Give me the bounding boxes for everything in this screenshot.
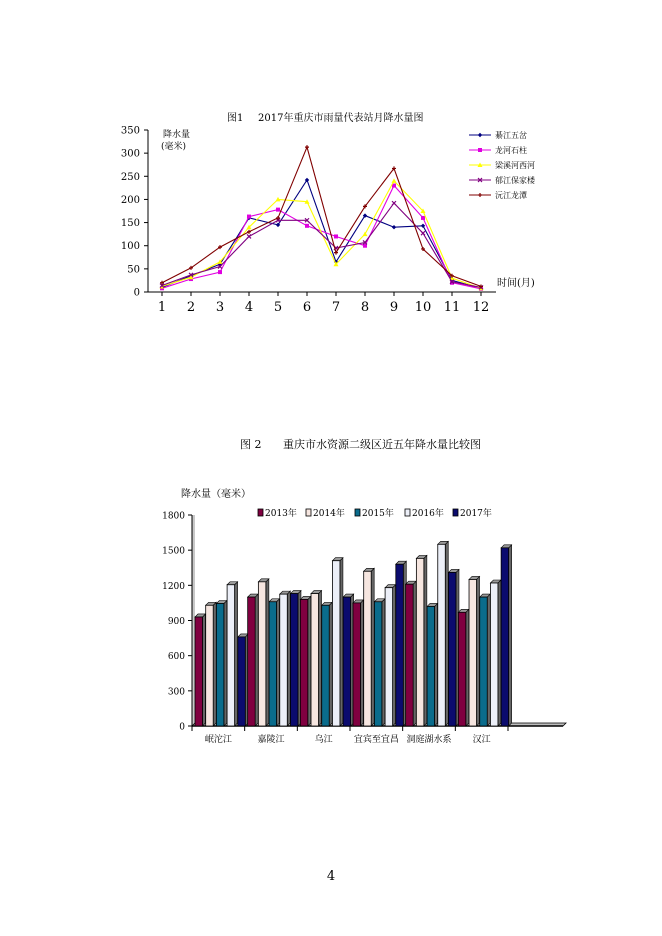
chart2-y-tick-label: 600 [167, 652, 185, 663]
chart2-legend-item [306, 507, 345, 519]
chart2-bar-front [332, 561, 340, 726]
chart2-bar-side [340, 558, 343, 726]
chart2-legend-item [405, 507, 444, 519]
chart1-legend-marker [478, 133, 482, 137]
chart1-data-point [363, 232, 368, 237]
chart1 [121, 111, 536, 315]
chart2-legend-swatch [306, 509, 311, 516]
chart1-data-point [247, 215, 251, 219]
chart2-legend-item [355, 507, 394, 519]
chart1-legend [469, 130, 536, 200]
chart2-bar-front [258, 582, 266, 726]
chart2-y-ticks [162, 512, 192, 733]
chart1-x-tick-label: 7 [331, 300, 341, 315]
chart2-bar [438, 541, 449, 726]
chart2-bar-side [287, 591, 290, 726]
chart2-bar-side [466, 609, 469, 726]
chart2-bar-front [238, 637, 246, 726]
chart1-title-label: 图1 [227, 113, 244, 124]
chart2-bar [501, 545, 512, 726]
chart2-bar [195, 614, 206, 726]
chart1-ylabel-line1: 降水量 [163, 130, 191, 140]
chart2-legend-swatch [405, 509, 410, 516]
chart1-legend-item [469, 190, 527, 200]
chart2-category-label: 岷沱江 [204, 735, 232, 745]
chart2-bar-side [277, 599, 280, 726]
chart2-bar-front [385, 588, 393, 726]
chart2-y-tick-label: 0 [179, 722, 185, 733]
chart1-y-tick-label: 250 [120, 171, 140, 183]
chart2-bar [374, 599, 385, 726]
chart2-category-label: 乌江 [314, 735, 333, 745]
chart2-bar [238, 634, 249, 726]
chart2-bar-side [382, 599, 385, 726]
chart2-bar-front [290, 594, 298, 726]
chart2-bar [290, 591, 301, 726]
chart2-category-label: 嘉陵江 [257, 735, 285, 745]
chart1-x-tick-label: 5 [273, 300, 283, 315]
chart2-legend-label: 2015年 [362, 509, 394, 519]
chart1-y-tick-label: 50 [127, 264, 140, 276]
chart2-bar-side [487, 594, 490, 726]
chart2-bar-side [424, 555, 427, 726]
chart1-legend-label: 龙河石柱 [495, 146, 527, 155]
chart2-bar [269, 599, 280, 726]
chart2-legend-swatch [258, 509, 263, 516]
chart2 [162, 437, 566, 745]
chart1-x-tick-label: 8 [360, 300, 370, 315]
chart2-bar-front [364, 571, 372, 726]
chart1-y-tick-label: 100 [120, 241, 140, 253]
chart2-bar [258, 579, 269, 726]
chart2-category-labels [192, 726, 508, 745]
chart2-bar-side [255, 594, 258, 726]
chart2-bar-front [458, 612, 466, 726]
chart2-bar [353, 600, 364, 726]
chart2-bar [396, 561, 407, 726]
chart2-legend [258, 507, 492, 519]
chart2-bar [469, 576, 480, 726]
chart2-bar-front [480, 597, 488, 726]
chart2-category-label: 洞庭湖水系 [406, 735, 452, 745]
chart1-title: 2017年重庆市雨量代表站月降水量图 [258, 113, 424, 124]
chart2-bar-front [374, 602, 382, 726]
chart2-bar [416, 555, 427, 726]
chart2-bar [480, 594, 491, 726]
chart2-legend-item [453, 507, 492, 519]
chart2-y-tick-label: 1800 [162, 511, 185, 522]
chart2-bar [427, 603, 438, 726]
chart2-legend-swatch [453, 509, 458, 516]
chart2-legend-swatch [355, 509, 360, 516]
chart2-bar-front [300, 599, 308, 726]
chart2-bar-side [371, 568, 374, 726]
chart1-data-point [218, 270, 222, 274]
chart2-bar [490, 580, 501, 726]
chart2-bar [280, 591, 291, 726]
chart2-bar-front [406, 584, 414, 726]
chart2-category-label: 汉江 [472, 735, 491, 745]
chart2-bars [195, 541, 512, 726]
chart2-bar [300, 596, 311, 726]
chart2-bar [332, 558, 343, 726]
chart2-bar-side [329, 602, 332, 726]
chart2-bar-front [396, 564, 404, 726]
chart1-data-point [421, 216, 425, 220]
chart1-legend-label: 綦江五岔 [495, 131, 527, 140]
chart2-bar-side [213, 602, 216, 726]
chart1-legend-item [469, 160, 535, 170]
chart1-legend-marker [478, 193, 482, 197]
chart2-bar-front [227, 585, 235, 726]
chart2-bar-front [311, 594, 319, 726]
chart2-bar [448, 569, 459, 726]
page-number: 4 [326, 869, 336, 884]
chart1-legend-item [469, 130, 527, 140]
chart2-legend-label: 2014年 [313, 509, 345, 519]
chart1-legend-item [469, 175, 536, 185]
chart2-bar [248, 594, 258, 726]
chart2-bar-side [235, 582, 238, 726]
chart1-x-tick-label: 10 [414, 300, 432, 315]
chart2-bar-side [266, 579, 269, 726]
chart2-bar-front [322, 605, 330, 726]
chart2-bar-front [353, 603, 361, 726]
chart2-y-tick-label: 1500 [162, 546, 185, 557]
chart2-bar-front [248, 597, 256, 726]
chart2-bar-side [224, 601, 227, 726]
chart1-x-tick-label: 11 [443, 300, 461, 315]
chart2-bar-side [509, 545, 512, 726]
chart2-bar [406, 581, 417, 726]
chart1-y-tick-label: 350 [120, 125, 140, 137]
chart2-bar-front [438, 544, 446, 726]
chart2-bar-side [393, 585, 396, 726]
chart2-bar-front [206, 605, 214, 726]
chart1-legend-label: 郁江保家楼 [495, 176, 535, 185]
chart2-bar-front [427, 606, 435, 726]
chart1-data-point [305, 224, 309, 228]
chart1-data-point [276, 208, 280, 212]
chart2-bar-side [361, 600, 364, 726]
chart1-series-line [162, 147, 481, 286]
chart2-bar [343, 594, 354, 726]
chart1-data-point [421, 231, 425, 235]
chart1-x-tick-label: 6 [302, 300, 312, 315]
chart2-bar [206, 602, 217, 726]
chart1-legend-marker [478, 148, 482, 152]
chart1-legend-item [469, 145, 527, 155]
chart2-bar-side [319, 591, 322, 726]
chart1-y-tick-label: 200 [120, 194, 140, 206]
chart2-bar [227, 582, 238, 726]
chart2-legend-label: 2016年 [412, 509, 444, 519]
chart2-category-label: 宜宾至宜昌 [353, 735, 399, 745]
chart2-bar [364, 568, 375, 726]
chart1-data-point [392, 225, 396, 229]
chart1-x-tick-label: 2 [186, 300, 196, 315]
chart1-x-tick-label: 9 [389, 300, 399, 315]
chart1-y-tick-label: 0 [133, 287, 140, 299]
chart2-bar-front [448, 572, 456, 726]
chart2-y-tick-label: 900 [167, 617, 185, 627]
chart2-y-tick-label: 300 [167, 687, 185, 698]
chart2-bar-side [477, 576, 480, 726]
chart1-x-tick-label: 3 [215, 300, 225, 315]
chart1-y-tick-label: 150 [120, 218, 140, 230]
chart2-bar-side [413, 581, 416, 726]
chart1-data-point [247, 234, 251, 238]
chart2-bar-front [195, 617, 203, 726]
chart1-series-5 [160, 145, 483, 288]
chart1-x-ticks [158, 292, 489, 315]
chart2-bar-front [216, 604, 224, 726]
chart1-y-tick-label: 300 [120, 148, 140, 160]
chart2-bar [216, 601, 227, 726]
chart1-data-point [305, 145, 309, 149]
chart1-x-tick-label: 12 [472, 300, 490, 315]
chart1-data-point [421, 224, 425, 228]
chart1-legend-label: 沅江龙潭 [495, 191, 527, 200]
chart2-bar-side [308, 596, 311, 726]
chart2-bar-side [445, 541, 448, 726]
chart2-title: 重庆市水资源二级区近五年降水量比较图 [283, 438, 481, 451]
chart1-x-tick-label: 4 [244, 300, 254, 315]
chart2-bar-front [490, 583, 498, 726]
chart2-bar [322, 602, 333, 726]
chart2-bar-side [498, 580, 501, 726]
chart2-bar-front [501, 548, 509, 726]
chart2-bar-side [435, 603, 438, 726]
chart2-bar-side [203, 614, 206, 726]
chart1-y-ticks [121, 126, 148, 299]
chart1-data-point [247, 230, 251, 234]
chart1-xlabel: 时间(月) [497, 278, 535, 289]
chart2-bar-front [280, 594, 288, 726]
chart1-ylabel-line2: (毫米) [161, 142, 187, 152]
chart2-bar [311, 591, 322, 726]
chart2-ylabel: 降水量（毫米） [181, 489, 251, 500]
chart2-title-label: 图 2 [240, 438, 262, 451]
chart1-x-tick-label: 1 [157, 300, 167, 315]
chart2-bar-front [269, 602, 277, 726]
chart2-legend-item [258, 507, 297, 519]
chart1-legend-label: 梁溪河西河 [495, 161, 535, 170]
chart1-series-4 [160, 201, 483, 289]
chart2-bar [458, 609, 469, 726]
chart2-legend-label: 2013年 [265, 509, 297, 519]
chart2-legend-label: 2017年 [460, 509, 492, 519]
chart2-bar-front [343, 597, 351, 726]
chart1-data-point [334, 234, 338, 238]
chart2-bar-front [469, 579, 477, 726]
chart1-data-point [392, 178, 397, 183]
chart1-data-point [392, 201, 396, 205]
chart1-series [160, 145, 484, 291]
chart2-y-tick-label: 1200 [162, 581, 185, 592]
chart2-bar [385, 585, 396, 726]
chart2-bar-front [416, 558, 424, 726]
